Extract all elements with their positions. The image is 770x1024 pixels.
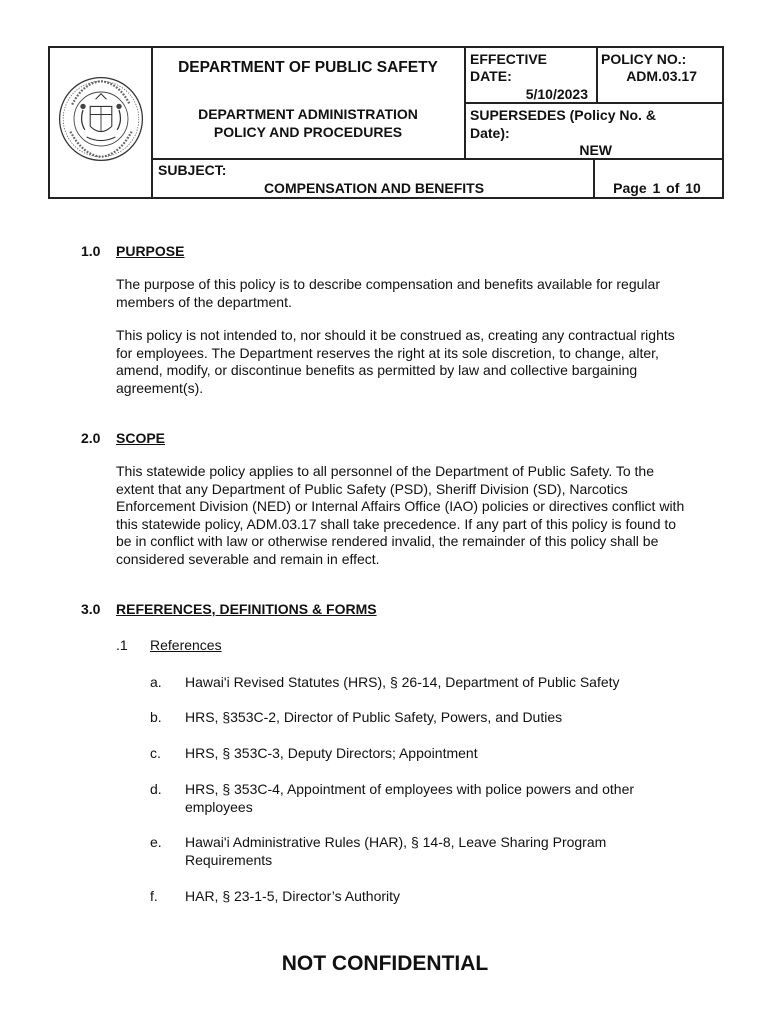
effective-date-label [470,51,600,85]
reference-letter: a. [150,674,162,690]
reference-letter: b. [150,709,162,725]
section-title-references: REFERENCES, DEFINITIONS & FORMS [116,601,377,617]
divider [151,48,153,197]
section-number: 1.0 [81,243,101,259]
supersedes-label-line-1: SUPERSEDES (Policy No. & [470,107,656,123]
subsection-title-references: References [150,637,222,653]
divider [464,102,722,104]
effective-label-line-2: DATE: [470,68,512,84]
section-number: 2.0 [81,430,101,446]
confidentiality-footer: NOT CONFIDENTIAL [281,952,489,975]
subject-label: SUBJECT: [158,162,227,178]
reference-item: HRS, §353C-2, Director of Public Safety, Powers, and Duties [185,709,563,725]
purpose-paragraph-1: The purpose of this policy is to describe compensation and benefits available for regular members of the department. [116,276,660,310]
reference-letter: d. [150,781,162,797]
reference-item: HRS, § 353C-3, Deputy Directors; Appointment [185,745,478,761]
section-number: 3.0 [81,601,101,617]
scope-paragraph: This statewide policy applies to all personnel of the Department of Public Safety. To the extent that any Department of Public Safety (PSD), Sheriff Division (SD), Narcotics Enforcement Division (NED) or Internal Affairs Office (IAO) policies or directives conflict with this statewide policy, ADM.03.17 shall take precedence. If any part of this policy is found to be in conflict with law or otherwise rendered invalid, the remainder of this policy shall be considered severable and remain in effect. [116,463,685,567]
reference-item: Hawai'i Administrative Rules (HAR), § 14-8, Leave Sharing Program Requirements [185,834,607,868]
reference-item: HRS, § 353C-4, Appointment of employees with police powers and other employees [185,781,635,815]
reference-item: HAR, § 23-1-5, Director’s Authority [185,888,401,904]
effective-label-line-1: EFFECTIVE [470,51,548,67]
admin-title-line-1: DEPARTMENT ADMINISTRATION [198,106,418,122]
admin-title-line-2: POLICY AND PROCEDURES [213,124,403,140]
supersedes-value: NEW [579,142,612,158]
reference-letter: f. [150,888,158,904]
supersedes-label [470,106,720,142]
purpose-paragraph-2: This policy is not intended to, nor should it be construed as, creating any contractual rights for employees. The Department reserves the right at its sole discretion, to change, alter, amend, modify, or discontinue benefits as permitted by law and collective bargaining agreement(s). [116,327,675,396]
reference-letter: e. [150,834,162,850]
admin-policy-title [154,105,462,141]
supersedes-label-line-2: Date): [470,125,510,141]
policy-number-value: ADM.03.17 [626,68,697,84]
reference-letter: c. [150,745,161,761]
policy-header-table [48,46,724,199]
department-title: DEPARTMENT OF PUBLIC SAFETY [178,59,438,76]
section-title-scope: SCOPE [116,430,166,446]
subsection-number: .1 [116,637,128,653]
divider [151,158,722,160]
reference-item: Hawai'i Revised Statutes (HRS), § 26-14, Department of Public Safety [185,674,620,690]
subject-value: COMPENSATION AND BENEFITS [263,180,485,196]
effective-date-value: 5/10/2023 [525,86,588,102]
page-indicator: Page 1 of 10 [613,180,701,196]
state-seal-icon [56,74,146,164]
policy-number-label: POLICY NO.: [601,51,687,67]
section-title-purpose: PURPOSE [116,243,185,259]
